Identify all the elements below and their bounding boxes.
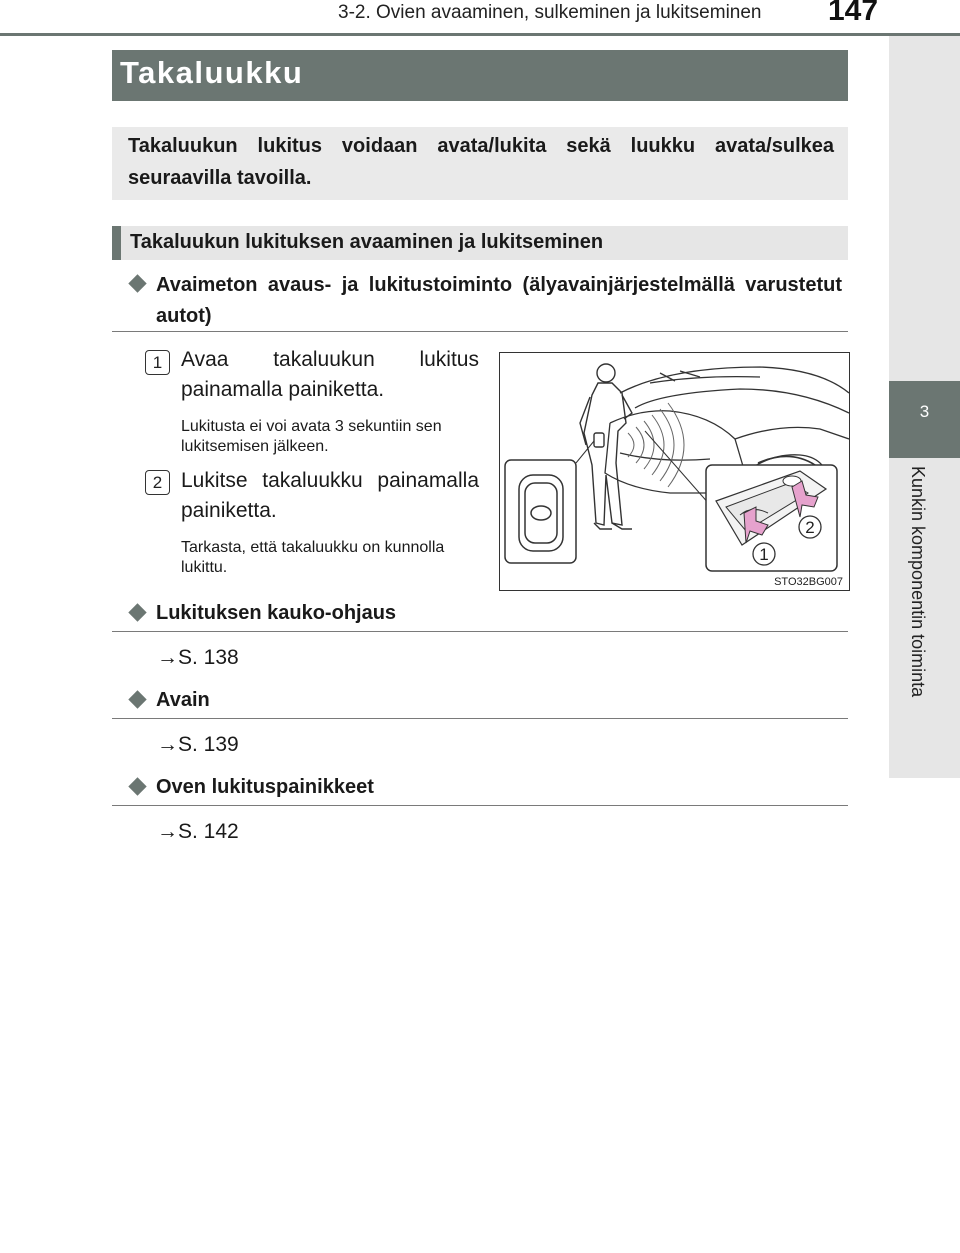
heading-key: Avain (156, 689, 210, 711)
ref-key: →S. 139 (157, 733, 239, 756)
heading-rule (112, 631, 848, 632)
callout-1-label: 1 (759, 545, 769, 564)
header-section-title: 3-2. Ovien avaaminen, sulkeminen ja lukitseminen (338, 2, 762, 23)
diamond-bullet-icon (128, 777, 146, 795)
step-number-2: 2 (145, 470, 170, 495)
page-title: Takaluukku (120, 55, 304, 90)
diamond-bullet-icon (128, 274, 146, 292)
subsection-accent (112, 226, 121, 260)
tailgate-illustration (499, 352, 850, 591)
side-tab-background-top (889, 36, 960, 381)
diamond-bullet-icon (128, 690, 146, 708)
heading-rule (112, 805, 848, 806)
subsection-title: Takaluukun lukituksen avaaminen ja lukitseminen (130, 231, 604, 253)
heading-door-buttons: Oven lukituspainikkeet (156, 776, 374, 798)
ref-door-buttons: →S. 142 (157, 820, 239, 843)
heading-rule (112, 718, 848, 719)
diamond-bullet-icon (128, 603, 146, 621)
heading-rule (112, 331, 848, 332)
heading-smart-entry: Avaimeton avaus- ja lukitustoiminto (älyavainjärjestelmällä varustetut autot) (156, 274, 842, 327)
step-2-note: Tarkasta, että takaluukku on kunnolla lukittu. (181, 539, 445, 576)
step-number-1: 1 (145, 350, 170, 375)
callout-2-label: 2 (805, 518, 815, 537)
ref-remote: →S. 138 (157, 646, 239, 669)
intro-text: Takaluukun lukitus voidaan avata/lukita sekä luukku avata/sulkea seuraavilla tavoilla. (128, 135, 834, 189)
header-rule (0, 33, 960, 36)
chapter-title: Kunkin komponentin toiminta (908, 466, 928, 698)
step-1-note: Lukitusta ei voi avata 3 sekuntiin sen lukitsemisen jälkeen. (181, 418, 442, 455)
illustration-code: STO32BG007 (774, 576, 843, 588)
page-number: 147 (828, 0, 879, 27)
heading-remote: Lukituksen kauko-ohjaus (156, 602, 397, 624)
tailgate-illustration-drawing (500, 353, 849, 590)
step-1-text: Avaa takaluukun lukitus painamalla painiketta. (181, 348, 479, 401)
step-2-text: Lukitse takaluukku painamalla painiketta. (181, 469, 479, 522)
chapter-number: 3 (919, 402, 930, 421)
